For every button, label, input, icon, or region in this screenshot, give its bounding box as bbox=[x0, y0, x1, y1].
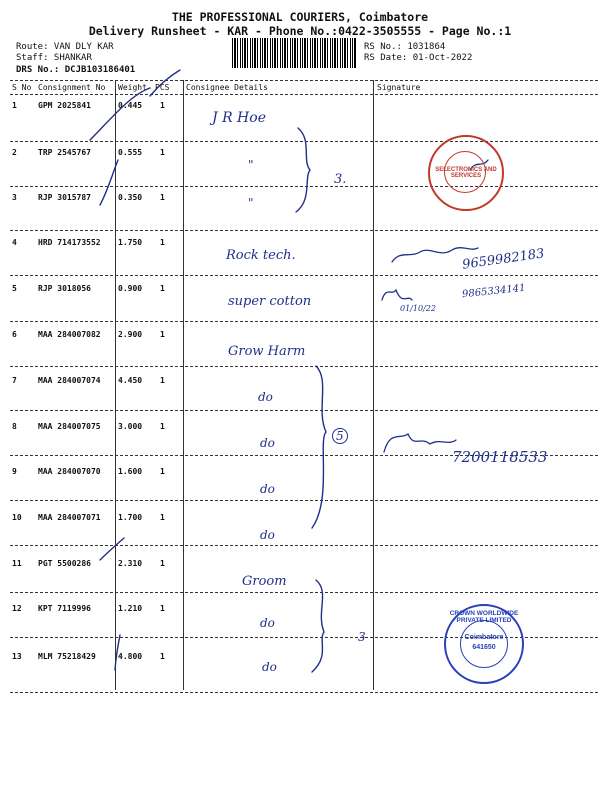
column-header-signature: Signature bbox=[377, 83, 421, 92]
phone-handwritten: 9865334141 bbox=[461, 282, 527, 301]
consignee-handwritten: Rock tech. bbox=[226, 248, 296, 263]
row-pcs: 1 bbox=[160, 604, 165, 613]
row-consignment: MAA 284007082 bbox=[38, 330, 101, 339]
phone-handwritten: 9659982183 bbox=[461, 246, 546, 273]
column-header-consignee: Consignee Details bbox=[186, 83, 268, 92]
row-pcs: 1 bbox=[160, 376, 165, 385]
consignee-handwritten: J R Hoe bbox=[212, 110, 266, 126]
row-consignment: RJP 3015787 bbox=[38, 193, 91, 202]
row-sno: 12 bbox=[12, 604, 22, 613]
runsheet-title: Delivery Runsheet - KAR - Phone No.:0422-3505555 - Page No.:1 bbox=[88, 24, 512, 38]
row-weight: 0.555 bbox=[118, 148, 143, 157]
ditto-mark: do bbox=[260, 436, 275, 450]
company-title: THE PROFESSIONAL COURIERS, Coimbatore bbox=[171, 10, 429, 24]
row-consignment: PGT 5500286 bbox=[38, 559, 91, 568]
ditto-mark: do bbox=[262, 660, 277, 674]
row-consignment: TRP 2545767 bbox=[38, 148, 91, 157]
company-seal-stamp: SELECTRONICS AND SERVICES bbox=[428, 135, 504, 211]
group-count: 3. bbox=[334, 172, 347, 187]
row-sno: 3 bbox=[12, 193, 17, 202]
row-weight: 1.700 bbox=[118, 513, 143, 522]
staff-label: Staff: SHANKAR bbox=[16, 53, 92, 63]
row-consignment: MAA 284007071 bbox=[38, 513, 101, 522]
signature-row-5 bbox=[382, 290, 412, 300]
row-sno: 10 bbox=[12, 513, 22, 522]
row-weight: 4.800 bbox=[118, 652, 143, 661]
row-sno: 11 bbox=[12, 559, 22, 568]
ditto-mark: do bbox=[260, 616, 275, 630]
row-consignment: MAA 284007075 bbox=[38, 422, 101, 431]
row-weight: 1.750 bbox=[118, 238, 143, 247]
phone-handwritten: 7200118533 bbox=[452, 448, 548, 466]
row-sno: 6 bbox=[12, 330, 17, 339]
row-weight: 0.445 bbox=[118, 101, 143, 110]
row-pcs: 1 bbox=[160, 422, 165, 431]
row-pcs: 1 bbox=[160, 652, 165, 661]
row-pcs: 1 bbox=[160, 330, 165, 339]
row-sno: 9 bbox=[12, 467, 17, 476]
signature-row-8 bbox=[384, 434, 456, 452]
rs-number: RS No.: 1031864 bbox=[364, 42, 446, 52]
column-header-weight: Weight bbox=[118, 83, 147, 92]
row-weight: 0.900 bbox=[118, 284, 143, 293]
row-weight: 1.600 bbox=[118, 467, 143, 476]
row-sno: 5 bbox=[12, 284, 17, 293]
crown-worldwide-stamp: CROWN WORLDWIDE PRIVATE LIMITED Coimbatore 641650 bbox=[444, 604, 524, 684]
ditto-mark: do bbox=[258, 390, 273, 404]
row-sno: 7 bbox=[12, 376, 17, 385]
row-pcs: 1 bbox=[160, 284, 165, 293]
consignee-handwritten: Grow Harm bbox=[228, 344, 306, 359]
row-sno: 4 bbox=[12, 238, 17, 247]
row-consignment: HRD 714173552 bbox=[38, 238, 101, 247]
row-consignment: RJP 3018056 bbox=[38, 284, 91, 293]
row-weight: 2.900 bbox=[118, 330, 143, 339]
column-header-consignment: Consignment No bbox=[38, 83, 106, 92]
rs-date: RS Date: 01-Oct-2022 bbox=[364, 53, 473, 63]
row-pcs: 1 bbox=[160, 193, 165, 202]
ditto-mark: do bbox=[260, 482, 275, 496]
row-pcs: 1 bbox=[160, 148, 165, 157]
row-weight: 3.000 bbox=[118, 422, 143, 431]
row-weight: 2.310 bbox=[118, 559, 143, 568]
drs-number: DRS No.: DCJB103186401 bbox=[16, 65, 136, 75]
row-sno: 8 bbox=[12, 422, 17, 431]
row-weight: 1.210 bbox=[118, 604, 143, 613]
row-consignment: KPT 7119996 bbox=[38, 604, 91, 613]
group-count: 5 bbox=[332, 428, 348, 444]
consignee-handwritten: super cotton bbox=[228, 294, 312, 309]
row-consignment: MLM 75218429 bbox=[38, 652, 96, 661]
row-consignment: GPM 2025841 bbox=[38, 101, 91, 110]
date-handwritten: 01/10/22 bbox=[400, 304, 436, 313]
column-header-sno: S No bbox=[12, 83, 32, 92]
row-pcs: 1 bbox=[160, 467, 165, 476]
row-pcs: 1 bbox=[160, 101, 165, 110]
consignee-handwritten: Groom bbox=[242, 574, 287, 589]
route-label: Route: VAN DLY KAR bbox=[16, 42, 114, 52]
row-consignment: MAA 284007074 bbox=[38, 376, 101, 385]
row-pcs: 1 bbox=[160, 238, 165, 247]
group-count: 3 bbox=[358, 630, 366, 644]
row-weight: 4.450 bbox=[118, 376, 143, 385]
column-header-pcs: PCS bbox=[155, 83, 170, 92]
ditto-mark: " bbox=[248, 158, 254, 172]
ditto-mark: do bbox=[260, 528, 275, 542]
row-sno: 2 bbox=[12, 148, 17, 157]
ditto-mark: " bbox=[248, 196, 254, 210]
row-consignment: MAA 284007070 bbox=[38, 467, 101, 476]
row-sno: 13 bbox=[12, 652, 22, 661]
row-weight: 0.350 bbox=[118, 193, 143, 202]
row-sno: 1 bbox=[12, 101, 17, 110]
row-pcs: 1 bbox=[160, 559, 165, 568]
row-pcs: 1 bbox=[160, 513, 165, 522]
